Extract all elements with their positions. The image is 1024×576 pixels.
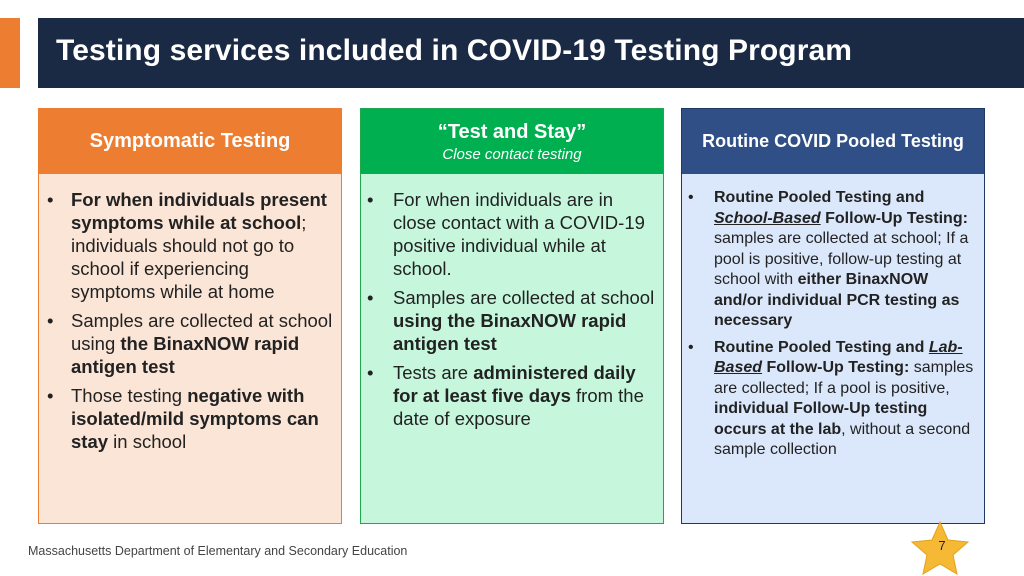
- bullet-item: [47, 309, 335, 378]
- bullet-list: [367, 188, 657, 436]
- bullet-dot-icon: •: [47, 189, 54, 210]
- accent-bar: [0, 18, 20, 88]
- bullet-dot-icon: •: [367, 287, 374, 308]
- card-title: “Test and Stay”: [437, 120, 587, 143]
- card-body: [39, 174, 341, 523]
- bullet-text-run: samples are collected at school; If a pool is positive, follow-up testing at school with: [714, 230, 969, 288]
- bullet-item: [367, 361, 657, 430]
- bullet-text-run: Tests are: [393, 362, 474, 383]
- card-symptomatic-testing: [38, 108, 342, 524]
- card-body: [361, 174, 663, 523]
- bullet-list: [47, 188, 335, 459]
- card-subtitle: Close contact testing: [442, 145, 582, 163]
- bullet-text-run: School-Based: [714, 209, 821, 227]
- bullet-item: [47, 384, 335, 453]
- bullet-dot-icon: •: [688, 189, 694, 206]
- slide-title: Testing services included in COVID-19 Testing Program: [56, 34, 853, 67]
- bullet-dot-icon: •: [367, 189, 374, 210]
- bullet-text-run: Follow-Up Testing:: [820, 209, 968, 227]
- bullet-item: [688, 188, 980, 332]
- bullet-text-run: from the date of exposure: [393, 385, 644, 429]
- bullet-text-run: administered daily for at least five days: [393, 362, 636, 406]
- bullet-item: [367, 286, 657, 355]
- bullet-text-run: For when individuals are in close contact with a COVID-19 positive individual while at school.: [393, 189, 645, 279]
- bullet-list: [688, 188, 980, 467]
- bullet-text-run: Samples are collected at school using: [71, 310, 333, 354]
- bullet-text-run: using the BinaxNOW rapid antigen test: [393, 310, 627, 354]
- card-test-and-stay: [360, 108, 664, 524]
- title-bar: [38, 18, 1024, 88]
- bullet-text-run: samples are collected; If a pool is positive,: [714, 359, 974, 397]
- card-title: Symptomatic Testing: [89, 130, 291, 152]
- bullet-text-run: Routine Pooled Testing and: [714, 338, 929, 356]
- card-header: [361, 109, 663, 174]
- bullet-dot-icon: •: [367, 362, 374, 383]
- bullet-item: [688, 338, 980, 461]
- bullet-text-run: Lab-Based: [714, 338, 963, 376]
- bullet-text-run: Routine Pooled Testing and: [714, 189, 925, 206]
- card-body: [682, 174, 984, 523]
- bullet-text-run: in school: [108, 431, 187, 452]
- card-routine-pooled-testing: [681, 108, 985, 524]
- bullet-dot-icon: •: [47, 385, 54, 406]
- page-number: 7: [938, 538, 946, 553]
- bullet-text-run: Follow-Up Testing:: [762, 359, 910, 376]
- bullet-dot-icon: •: [688, 338, 694, 356]
- bullet-text-run: individual Follow-Up testing occurs at the lab: [714, 400, 928, 438]
- card-title: Routine COVID Pooled Testing: [702, 131, 964, 151]
- bullet-text-run: Samples are collected at school: [393, 287, 655, 308]
- bullet-item: [367, 188, 657, 280]
- bullet-dot-icon: •: [47, 310, 54, 331]
- footer-text: Massachusetts Department of Elementary and Secondary Education: [28, 544, 408, 558]
- bullet-text-run: For when individuals present symptoms while at school: [71, 189, 327, 233]
- bullet-text-run: , without a second sample collection: [714, 420, 971, 458]
- bullet-text-run: Those testing: [71, 385, 188, 406]
- card-header: [682, 109, 984, 174]
- bullet-item: [47, 188, 335, 303]
- card-header: [39, 109, 341, 174]
- bullet-text-run: ; individuals should not go to school if experiencing symptoms while at home: [71, 212, 307, 302]
- bullet-text-run: negative with isolated/mild symptoms can stay: [71, 385, 319, 452]
- bullet-text-run: either BinaxNOW and/or individual PCR testing as necessary: [714, 271, 960, 329]
- bullet-text-run: the BinaxNOW rapid antigen test: [71, 333, 300, 377]
